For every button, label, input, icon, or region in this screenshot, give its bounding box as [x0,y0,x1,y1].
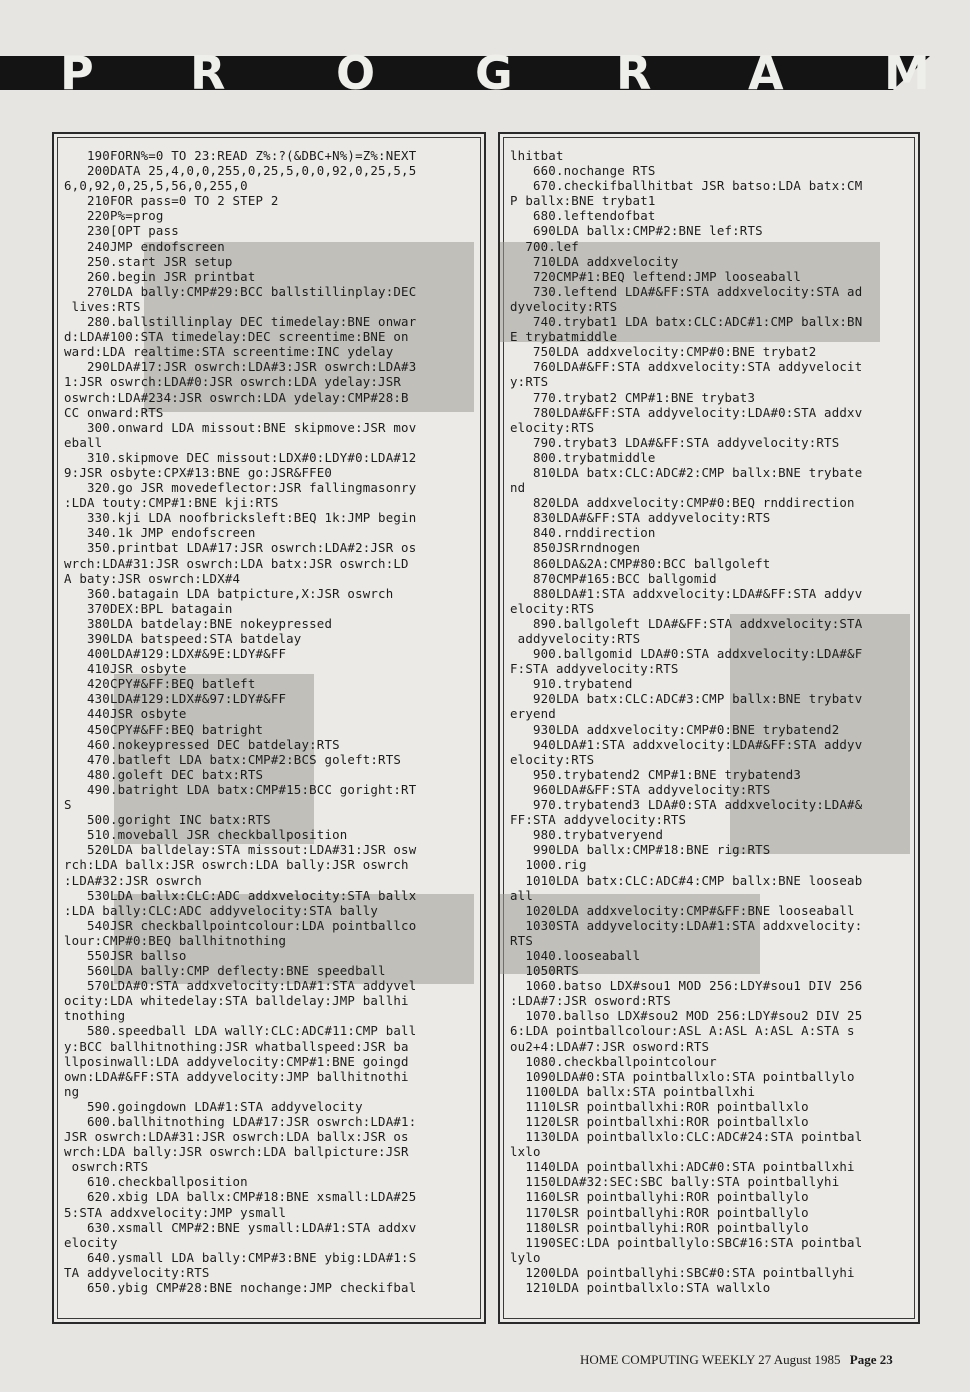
code-line: 650.ybig CMP#28:BNE nochange:JMP checkifbal [64,1280,417,1296]
code-line: 740.trybat1 LDA batx:CLC:ADC#1:CMP ballx:BN [510,314,863,330]
code-line: 270LDA bally:CMP#29:BCC ballstillinplay:DEC [64,283,417,299]
code-line: 1160LSR pointballyhi:ROR pointballylo [510,1189,809,1205]
code-line: 950.trybatend2 CMP#1:BNE trybatend3 [510,766,802,782]
code-line: oswrch:LDA#234:JSR oswrch:LDA ydelay:CMP#28:B [64,389,409,405]
code-line: 510.moveball JSR checkballposition [64,827,348,843]
code-line: 1200LDA pointballyhi:SBC#0:STA pointballyhi [510,1264,855,1280]
code-line: 770.trybat2 CMP#1:BNE trybat3 [510,389,756,405]
code-line: 310.skipmove DEC missout:LDX#0:LDY#0:LDA#12 [64,449,417,465]
code-line: 850JSRrndnogen [510,540,641,556]
code-line: P ballx:BNE trybat1 [510,193,656,209]
code-line: ocity:LDA whitedelay:STA balldelay:JMP ballhi [64,993,409,1009]
code-line: 630.xsmall CMP#2:BNE ysmall:LDA#1:STA addxv [64,1219,417,1235]
code-line: 500.goright INC batx:RTS [64,812,271,828]
code-line: 890.ballgoleft LDA#&FF:STA addxvelocity:STA [510,615,863,631]
code-line: addyvelocity:RTS [510,631,641,646]
code-line: 790.trybat3 LDA#&FF:STA addyvelocity:RTS [510,434,840,450]
code-line: 550JSR ballso [64,947,187,963]
code-line: lhitbat [510,148,564,163]
code-line: 570LDA#0:STA addxvelocity:LDA#1:STA addyvel [64,978,417,994]
code-line: elocity:RTS [510,419,595,435]
code-line: 530LDA ballx:CLC:ADC addxvelocity:STA ballx [64,887,417,903]
code-line: oswrch:RTS [64,1159,149,1175]
code-line: 250.start JSR setup [64,253,233,269]
code-line: 1190SEC:LDA pointballylo:SBC#16:STA pointbal [510,1234,863,1250]
code-line: y:RTS [510,374,549,390]
code-line: wrch:LDA#31:JSR oswrch:LDA batx:JSR oswrch:LD [64,555,409,571]
code-line: 1170LSR pointballyhi:ROR pointballylo [510,1204,809,1220]
code-line: 560LDA bally:CMP deflecty:BNE speedball [64,963,386,979]
code-line: 600.ballhitnothing LDA#17:JSR oswrch:LDA#1: [64,1114,417,1129]
listing-column-left [52,132,486,1324]
code-line: 220P%=prog [64,208,164,224]
magazine-issue: HOME COMPUTING WEEKLY 27 August 1985 [580,1352,841,1367]
code-line: 340.1k JMP endofscreen [64,525,256,541]
code-line: 1090LDA#0:STA pointballxlo:STA pointballylo [510,1068,855,1084]
code-line: 1210LDA pointballxlo:STA wallxlo [510,1280,771,1296]
code-line: 210FOR pass=0 TO 2 STEP 2 [64,193,279,209]
listing-column-right [498,132,920,1324]
code-line: all [510,887,533,903]
code-line: 1060.batso LDX#sou1 MOD 256:LDY#sou1 DIV 256 [510,978,863,994]
code-line: llposinwall:LDA addyvelocity:CMP#1:BNE goingd [64,1053,409,1069]
code-line: 1:JSR oswrch:LDA#0:JSR oswrch:LDA ydelay:JSR [64,374,402,390]
code-line: 860LDA&2A:CMP#80:BCC ballgoleft [510,555,771,571]
code-line: TA addyvelocity:RTS [64,1264,210,1280]
code-line: 1010LDA batx:CLC:ADC#4:CMP ballx:BNE looseab [510,872,863,888]
code-line: 720CMP#1:BEQ leftend:JMP looseaball [510,268,802,284]
code-line: RTS [510,932,533,948]
code-line: 970.trybatend3 LDA#0:STA addxvelocity:LDA#& [510,797,863,813]
code-line: 190FORN%=0 TO 23:READ Z%:?(&DBC+N%)=Z%:NEXT [64,148,417,163]
code-line: elocity:RTS [510,751,595,767]
code-line: eryend [510,706,556,722]
code-line: 1030STA addyvelocity:LDA#1:STA addxvelocity: [510,917,863,933]
code-line: tnothing [64,1008,126,1024]
banner-letter: M [884,46,930,100]
code-line: :LDA#7:JSR osword:RTS [510,993,671,1009]
code-line: ng [64,1083,80,1099]
code-line: 290LDA#17:JSR oswrch:LDA#3:JSR oswrch:LDA#3 [64,359,417,375]
code-line: lives:RTS [64,298,141,314]
banner-letter: O [336,46,376,100]
code-line: 6,0,92,0,25,5,56,0,255,0 [64,178,248,194]
code-line: 9:JSR osbyte:CPX#13:BNE go:JSR&FFE0 [64,464,333,480]
code-line: :LDA bally:CLC:ADC addyvelocity:STA bally [64,902,379,918]
code-line: 320.go JSR movedeflector:JSR fallingmasonry [64,480,417,496]
code-line: 1150LDA#32:SEC:SBC bally:STA pointballyhi [510,1174,840,1190]
code-line: eball [64,434,103,450]
code-line: lylo [510,1249,541,1265]
code-line: ward:LDA realtime:STA screentime:INC ydelay [64,344,394,360]
code-line: wrch:LDA bally:JSR oswrch:LDA ballpicture:JSR [64,1144,409,1160]
code-line: F:STA addyvelocity:RTS [510,661,679,677]
code-line: 1140LDA pointballxhi:ADC#0:STA pointballxhi [510,1159,855,1175]
code-line: d:LDA#100:STA timedelay:DEC screentime:BNE on [64,329,409,345]
code-line: 670.checkifballhitbat JSR batso:LDA batx:CM [510,178,863,194]
code-line: 1070.ballso LDX#sou2 MOD 256:LDY#sou2 DIV 25 [510,1008,863,1024]
code-line: 1110LSR pointballxhi:ROR pointballxlo [510,1098,809,1114]
code-line: 750LDA addxvelocity:CMP#0:BNE trybat2 [510,344,817,360]
code-line: lour:CMP#0:BEQ ballhitnothing [64,932,287,948]
code-line: 930LDA addxvelocity:CMP#0:BNE trybatend2 [510,721,840,737]
code-line: 200DATA 25,4,0,0,255,0,25,5,0,0,92,0,25,5,5 [64,163,417,179]
code-line: 880LDA#1:STA addxvelocity:LDA#&FF:STA addyv [510,585,863,601]
code-line: CC onward:RTS [64,404,164,420]
code-line: 1180LSR pointballyhi:ROR pointballylo [510,1219,809,1235]
code-line: 470.batleft LDA batx:CMP#2:BCS goleft:RTS [64,751,402,767]
code-line: JSR oswrch:LDA#31:JSR oswrch:LDA ballx:JSR os [64,1129,409,1145]
code-line: 960LDA#&FF:STA addyvelocity:RTS [510,781,771,797]
code-listing-left [54,134,484,1295]
code-line: 260.begin JSR printbat [64,268,256,284]
code-line: 980.trybatveryend [510,827,664,843]
code-line: 920LDA batx:CLC:ADC#3:CMP ballx:BNE trybatv [510,691,863,707]
code-line: 410JSR osbyte [64,661,187,677]
banner-letter: A [748,46,784,100]
banner-letter: R [616,46,652,100]
code-line: 870CMP#165:BCC ballgomid [510,570,717,586]
code-line: ou2+4:LDA#7:JSR osword:RTS [510,1038,710,1054]
code-line: 230[OPT pass [64,223,179,239]
code-line: 350.printbat LDA#17:JSR oswrch:LDA#2:JSR os [64,540,417,556]
code-line: :LDA touty:CMP#1:BNE kji:RTS [64,495,279,511]
code-line: 900.ballgomid LDA#0:STA addxvelocity:LDA#&F [510,646,863,662]
code-line: 400LDA#129:LDX#&9E:LDY#&FF [64,646,287,662]
code-line: 450CPY#&FF:BEQ batright [64,721,264,737]
code-line: 490.batright LDA batx:CMP#15:BCC goright:RT [64,781,417,797]
code-listing-right [500,134,918,1295]
banner-letter: P [60,46,94,100]
code-line: 580.speedball LDA wallY:CLC:ADC#11:CMP ball [64,1023,417,1039]
code-line: 800.trybatmiddle [510,449,656,465]
code-line: 680.leftendofbat [510,208,656,224]
code-line: dyvelocity:RTS [510,298,618,314]
code-line: 520LDA balldelay:STA missout:LDA#31:JSR osw [64,842,417,858]
code-line: 840.rnddirection [510,525,656,541]
code-line: 610.checkballposition [64,1174,248,1190]
code-line: 380LDA batdelay:BNE nokeypressed [64,615,333,631]
code-line: 910.trybatend [510,676,633,692]
code-line: 330.kji LDA noofbricksleft:BEQ 1k:JMP begin [64,510,417,526]
banner-letter: G [475,46,513,100]
code-line: 1050RTS [510,963,579,979]
code-line: 280.ballstillinplay DEC timedelay:BNE onwar [64,314,417,330]
code-line: 640.ysmall LDA bally:CMP#3:BNE ybig:LDA#1:S [64,1249,417,1265]
code-line: rch:LDA ballx:JSR oswrch:LDA bally:JSR oswrch [64,857,409,873]
code-line: 830LDA#&FF:STA addyvelocity:RTS [510,510,771,526]
code-line: 370DEX:BPL batagain [64,600,233,616]
code-line: 1000.rig [510,857,587,873]
code-line: 700.lef [510,238,579,254]
code-line: 810LDA batx:CLC:ADC#2:CMP ballx:BNE trybate [510,464,863,480]
code-line: 1130LDA pointballxlo:CLC:ADC#24:STA pointbal [510,1129,863,1145]
code-line: 1040.looseaball [510,947,641,963]
page-number: Page 23 [849,1352,893,1367]
code-line: 1020LDA addxvelocity:CMP#&FF:BNE looseaball [510,902,855,918]
code-line: 1080.checkballpointcolour [510,1053,717,1069]
code-line: 360.batagain LDA batpicture,X:JSR oswrch [64,585,394,601]
code-line: 590.goingdown LDA#1:STA addyvelocity [64,1098,363,1114]
code-line: 430LDA#129:LDX#&97:LDY#&FF [64,691,287,707]
program-banner [0,56,930,90]
code-line: 6:LDA pointballcolour:ASL A:ASL A:ASL A:STA s [510,1023,855,1039]
code-line: 710LDA addxvelocity [510,253,679,269]
code-line: 660.nochange RTS [510,163,656,179]
code-line: 390LDA batspeed:STA batdelay [64,631,302,646]
code-line: 820LDA addxvelocity:CMP#0:BEQ rnddirection [510,495,855,511]
code-line: FF:STA addyvelocity:RTS [510,812,687,828]
code-line: 1120LSR pointballxhi:ROR pointballxlo [510,1114,809,1129]
code-line: 760LDA#&FF:STA addxvelocity:STA addyvelocit [510,359,863,375]
code-line: 540JSR checkballpointcolour:LDA pointballco [64,917,417,933]
code-line: 780LDA#&FF:STA addyvelocity:LDA#0:STA addxv [510,404,863,420]
code-line: 460.nokeypressed DEC batdelay:RTS [64,736,340,752]
page-footer [580,1352,893,1368]
code-line: 690LDA ballx:CMP#2:BNE lef:RTS [510,223,763,239]
code-line: elocity [64,1234,118,1250]
code-line: 940LDA#1:STA addxvelocity:LDA#&FF:STA addyv [510,736,863,752]
code-line: 730.leftend LDA#&FF:STA addxvelocity:STA ad [510,283,863,299]
code-line: elocity:RTS [510,600,595,616]
code-line: 440JSR osbyte [64,706,187,722]
code-line: lxlo [510,1144,541,1160]
code-line: 480.goleft DEC batx:RTS [64,766,264,782]
code-line: own:LDA#&FF:STA addyvelocity:JMP ballhitnothi [64,1068,409,1084]
code-line: 240JMP endofscreen [64,238,225,254]
code-line: A baty:JSR oswrch:LDX#4 [64,570,241,586]
code-line: S [64,797,72,813]
code-line: 1100LDA ballx:STA pointballxhi [510,1083,756,1099]
code-line: nd [510,480,526,496]
code-line: 5:STA addxvelocity:JMP ysmall [64,1204,287,1220]
code-line: E trybatmiddle [510,329,618,345]
banner-letter: R [190,46,226,100]
code-line: 990LDA ballx:CMP#18:BNE rig:RTS [510,842,771,858]
code-line: y:BCC ballhitnothing:JSR whatballspeed:JSR ba [64,1038,409,1054]
code-line: 620.xbig LDA ballx:CMP#18:BNE xsmall:LDA#25 [64,1189,417,1205]
code-line: 420CPY#&FF:BEQ batleft [64,676,256,692]
code-line: :LDA#32:JSR oswrch [64,872,202,888]
code-line: 300.onward LDA missout:BNE skipmove:JSR mov [64,419,417,435]
